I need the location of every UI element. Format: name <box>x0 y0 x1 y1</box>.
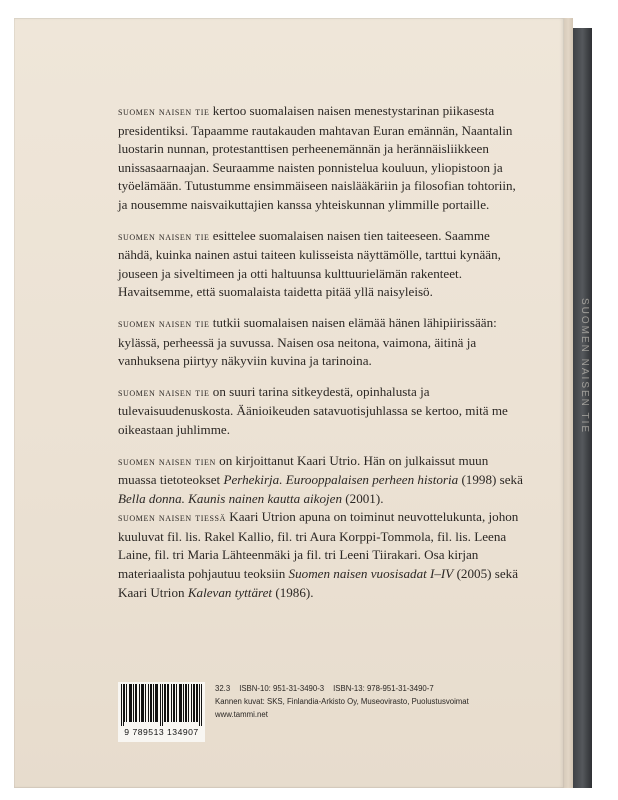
spine-title: SUOMEN NAISEN TIE <box>579 298 590 435</box>
blurb-paragraph <box>118 314 523 371</box>
blurb-text <box>118 102 523 614</box>
paragraph-text: tutkii suomalaisen naisen elämää hänen lähipiirissään: kylässä, perheessä ja suvussa. Naisen osa neitona, vaimona, äitinä ja vanhuksena piirtyy näkyviin kuvina ja tarinoina. <box>118 314 497 369</box>
paragraph-text: on kirjoittanut Kaari Utrio. Hän on julkaissut muun muassa tietoteokset <box>118 452 489 488</box>
author-paragraph <box>118 452 523 509</box>
book-title: Perhekirja. Eurooppalaisen perheen historia <box>223 472 459 488</box>
book-title: Suomen naisen vuosisadat I–IV <box>288 566 454 582</box>
book-back-cover <box>14 18 592 788</box>
cover-panel <box>14 18 564 788</box>
isbn-10: ISBN-10: 951-31-3490-3 <box>239 684 325 693</box>
paragraph-text: Kaari Utrion apuna on toiminut neuvottelukunta, johon kuuluvat fil. lis. Rakel Kallio, fil. tri Aura Korppi-Tommola, fil. lis. Leena Laine, fil. tri Maria Lähteenmäki ja fil. tri Leeni Tiirakari. Osa kirjan materiaalista pohjautuu teoksiin <box>118 509 519 582</box>
image-credits: Kannen kuvat: SKS, Finlandia-Arkisto Oy, Museovirasto, Puolustusvoimat <box>215 696 469 706</box>
series-title-lead: suomen naisen tie <box>118 106 210 118</box>
paragraph-text: esittelee suomalaisen naisen tien taiteeseen. Saamme nähdä, kuinka nainen astui taiteen kulisseista näyttämölle, tarttui kynään, jouseen ja siveltimeen ja otti haltuunsa kulttuurielämän rakenteet. Havaitsemme, että suomalaista taidetta pitää yllä naisyleisö. <box>118 227 501 300</box>
series-title-lead: suomen naisen tie <box>118 230 210 243</box>
barcode-number: 9 789513 134907 <box>124 727 199 737</box>
series-title-lead: suomen naisen tie <box>118 317 210 330</box>
publication-footer <box>118 682 548 742</box>
paragraph-text: kertoo suomalaisen naisen menestystarinan piikasesta presidentiksi. Tapaamme rautakauden mahtavan Euran emännän, Naantalin luostarin nunnan, protestanttisen perheenemännän ja herännäisliikkeen unissasaarnaajan. Seuraamme naisten ponnistelua kouluun, yliopistoon ja työelämään. Tutustumme ensimmäiseen naislääkäriin ja filosofian tohtoriin, ja nousemme naisvaikuttajien kanssa yhteiskunnan ylimmille portaille. <box>118 103 516 212</box>
isbn-row <box>215 683 469 696</box>
paragraph-text: (2005) sekä Kaari Utrion <box>118 566 519 600</box>
isbn-13: ISBN-13: 978-951-31-3490-7 <box>333 684 434 693</box>
paragraph-text: (2001). <box>342 490 384 506</box>
paragraph-text: on suuri tarina sitkeydestä, opinhalusta ja tulevaisuudenuskosta. Äänioikeuden satavuotisjuhlassa se kertoo, mitä me oikeastaan juhlimme. <box>118 383 508 437</box>
series-title-lead: suomen naisen tiessä <box>118 512 226 525</box>
barcode-icon <box>121 684 202 726</box>
book-title: Kalevan tyttäret <box>187 584 273 600</box>
blurb-paragraph <box>118 383 523 440</box>
paragraph-text: (1998) sekä <box>458 472 523 488</box>
blurb-paragraph <box>118 227 523 302</box>
classification-code: 32.3 <box>215 684 231 693</box>
book-title: Bella donna. Kaunis nainen kautta aikojen <box>118 490 343 506</box>
series-title-lead: suomen naisen tien <box>118 455 216 468</box>
blurb-paragraph <box>118 102 523 215</box>
book-spine <box>573 28 592 788</box>
publisher-website: www.tammi.net <box>215 709 268 719</box>
credits-paragraph <box>118 508 523 602</box>
cover-hinge <box>564 18 573 788</box>
series-title-lead: suomen naisen tie <box>118 386 210 399</box>
paragraph-text: (1986). <box>272 584 314 600</box>
publication-info <box>215 683 469 721</box>
barcode <box>118 682 205 742</box>
